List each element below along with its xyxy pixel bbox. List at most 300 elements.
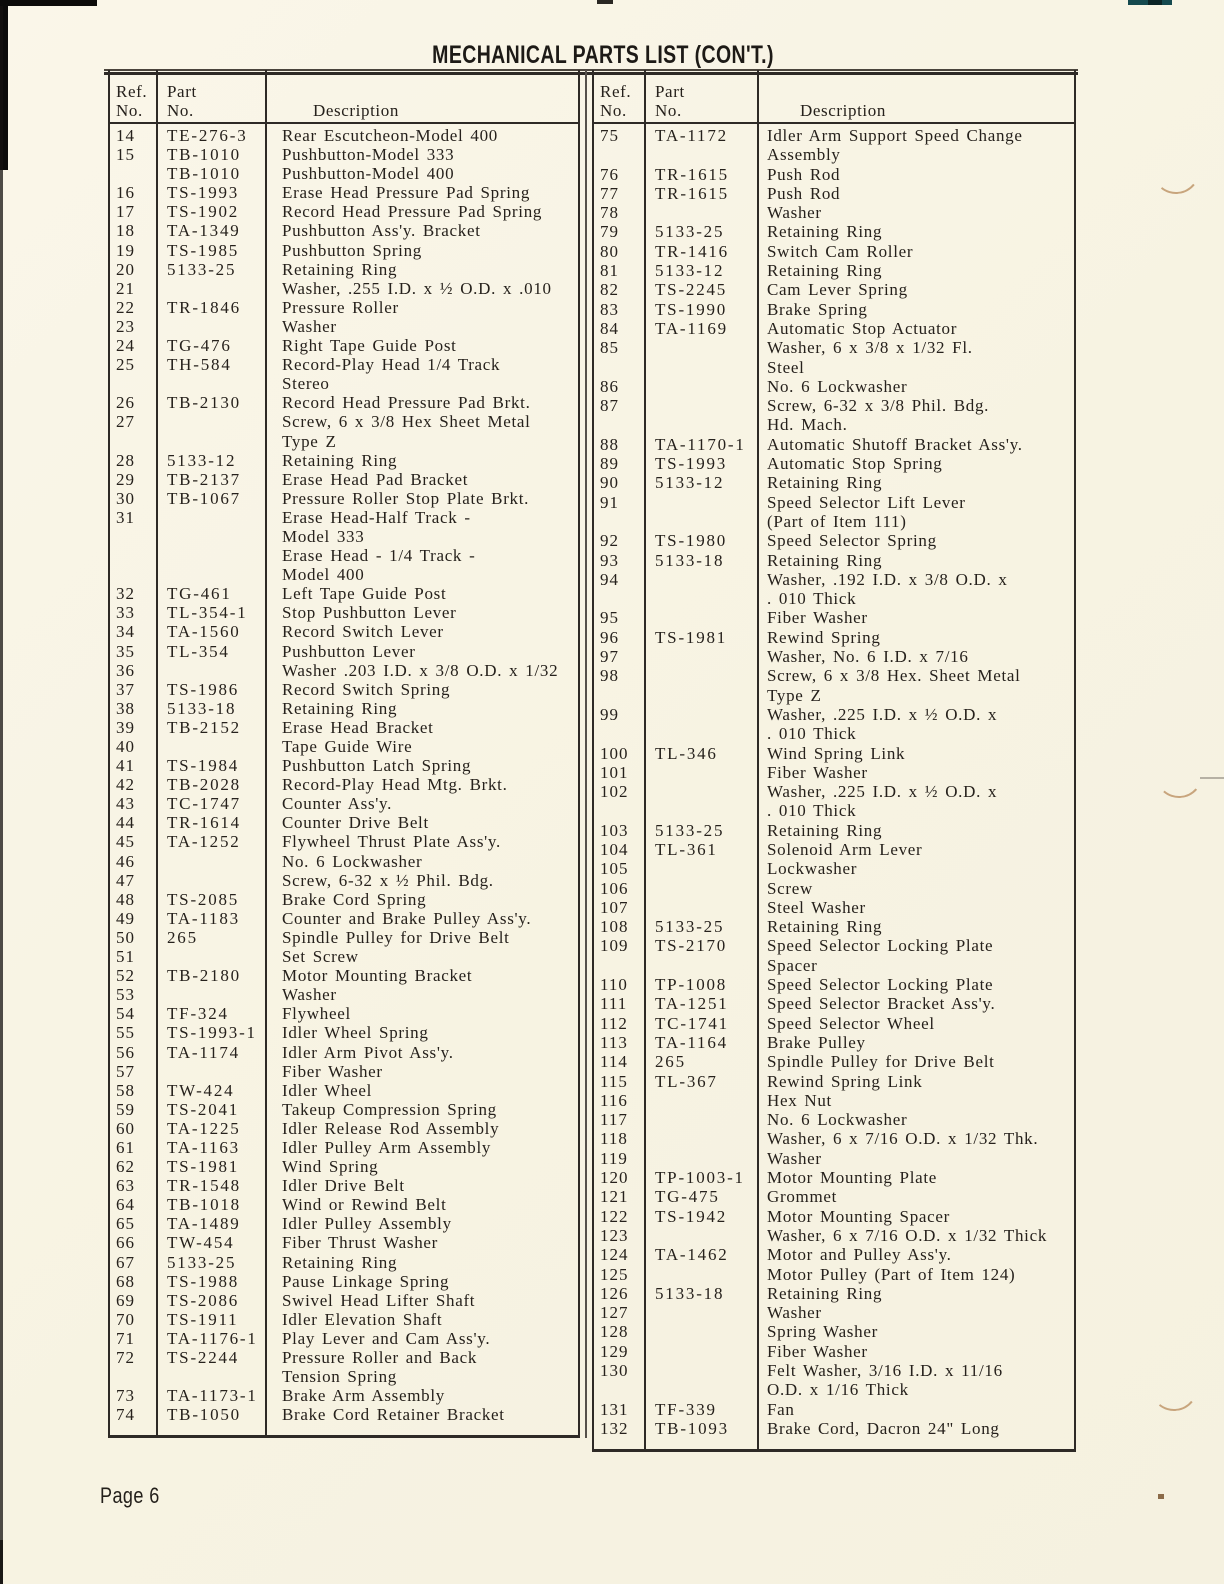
ref-cell: [594, 724, 646, 743]
desc-cell: Pushbutton Latch Spring: [282, 756, 472, 776]
table-row: [594, 763, 1074, 782]
part-cell: TG-461: [167, 584, 232, 604]
table-row: [594, 222, 1074, 241]
desc-cell: Tension Spring: [282, 1367, 397, 1387]
table-row: [110, 642, 578, 661]
table-row: [594, 705, 1074, 724]
part-cell: [158, 527, 267, 546]
table-row: [110, 813, 578, 832]
part-cell: TS-1981: [167, 1157, 240, 1177]
desc-cell: Fan: [767, 1399, 795, 1419]
table-row: [110, 546, 578, 565]
part-cell: [646, 666, 759, 685]
table-row: [110, 1062, 578, 1081]
table-row: [110, 1348, 578, 1367]
ref-cell: [110, 432, 158, 451]
part-cell: [646, 145, 759, 164]
ref-cell: 28: [116, 450, 135, 470]
desc-cell: Screw, 6 x 3/8 Hex Sheet Metal: [282, 412, 531, 432]
scan-mark-top-strip: [0, 0, 97, 6]
ref-cell: [110, 527, 158, 546]
ref-cell: 39: [116, 717, 135, 737]
part-cell: [646, 859, 759, 878]
ref-cell: 53: [116, 985, 135, 1005]
desc-cell: Fiber Washer: [767, 1341, 868, 1361]
ref-cell: 55: [116, 1023, 135, 1043]
part-cell: TG-476: [167, 336, 232, 356]
ref-cell: 99: [600, 704, 619, 724]
part-cell: TR-1615: [655, 164, 729, 184]
desc-cell: Felt Washer, 3/16 I.D. x 11/16: [767, 1361, 1003, 1380]
table-row: [594, 917, 1074, 936]
part-cell: 5133-12: [655, 473, 725, 493]
ref-cell: 71: [116, 1328, 135, 1348]
desc-cell: No. 6 Lockwasher: [767, 1110, 908, 1130]
ref-cell: 38: [116, 698, 135, 718]
desc-cell: Rewind Spring: [767, 627, 881, 647]
part-cell: TL-367: [655, 1071, 718, 1091]
ref-cell: 78: [600, 203, 619, 223]
part-cell: [158, 1367, 267, 1386]
ref-cell: 119: [600, 1148, 628, 1168]
part-cell: [158, 565, 267, 584]
table-row: [594, 1168, 1074, 1187]
part-cell: TG-475: [655, 1187, 720, 1207]
scan-speck-bottom-right: [1158, 1494, 1164, 1499]
table-row: [594, 242, 1074, 261]
desc-cell: Automatic Stop Actuator: [767, 318, 958, 338]
part-cell: [646, 415, 759, 434]
part-cell: 265: [167, 927, 198, 947]
table-row: [110, 393, 578, 412]
desc-cell: Counter Ass'y.: [282, 794, 393, 814]
ref-cell: [110, 546, 158, 565]
table-row: [594, 1245, 1074, 1264]
ref-cell: 32: [116, 584, 135, 604]
desc-cell: Retaining Ring: [767, 261, 883, 281]
table-row: [110, 1386, 578, 1405]
desc-cell: Pushbutton Ass'y. Bracket: [282, 221, 481, 241]
table-row: [594, 203, 1074, 222]
table-row: [594, 1342, 1074, 1361]
desc-cell: Type Z: [282, 431, 337, 451]
part-cell: 5133-18: [167, 698, 237, 718]
desc-cell: Flywheel Thrust Plate Ass'y.: [282, 832, 501, 852]
ref-cell: 43: [116, 794, 135, 814]
header-ref-line2: No.: [116, 101, 143, 120]
ref-cell: 65: [116, 1214, 135, 1234]
part-cell: [646, 1265, 759, 1284]
ref-cell: 127: [600, 1303, 629, 1323]
ref-cell: 70: [116, 1309, 135, 1329]
ref-cell: 124: [600, 1245, 629, 1265]
desc-cell: Pressure Roller Stop Plate Brkt.: [282, 488, 530, 508]
table-row: [110, 565, 578, 584]
ref-cell: 20: [116, 259, 135, 279]
part-cell: [646, 898, 759, 917]
part-cell: TB-2028: [167, 775, 241, 795]
table-row: [110, 298, 578, 317]
part-cell: TS-1990: [655, 299, 728, 319]
part-cell: TH-584: [167, 355, 232, 375]
ref-cell: 30: [116, 488, 135, 508]
table-row: [110, 603, 578, 622]
ref-cell: 16: [116, 183, 135, 203]
table-row: [110, 794, 578, 813]
part-cell: TA-1225: [167, 1118, 241, 1138]
ref-cell: 74: [116, 1405, 135, 1425]
part-cell: [158, 1062, 267, 1081]
ref-cell: 18: [116, 221, 135, 241]
table-row: [594, 782, 1074, 801]
part-cell: [158, 279, 267, 298]
table-row: [110, 832, 578, 851]
ref-cell: 26: [116, 393, 135, 413]
table-row: [110, 336, 578, 355]
desc-cell: Brake Pulley: [767, 1032, 866, 1052]
desc-cell: Erase Head Bracket: [282, 717, 434, 737]
ref-cell: 47: [116, 870, 135, 890]
scan-mark-top-right-dark: [1148, 0, 1162, 5]
desc-cell: Screw, 6-32 x ½ Phil. Bdg.: [282, 870, 494, 890]
desc-cell: Pushbutton Spring: [282, 240, 423, 260]
table-row: [594, 975, 1074, 994]
ref-cell: 117: [600, 1110, 628, 1130]
table-body: [594, 126, 1074, 1438]
part-cell: TP-1008: [655, 975, 728, 995]
table-row: [110, 985, 578, 1004]
ref-cell: 80: [600, 241, 619, 261]
table-row: [110, 871, 578, 890]
ref-cell: 22: [116, 297, 135, 317]
table-row: [110, 680, 578, 699]
part-cell: 5133-25: [655, 820, 725, 840]
part-cell: TA-1489: [167, 1214, 241, 1234]
header-ref-no: [594, 70, 646, 122]
desc-cell: Washer, 6 x 3/8 x 1/32 Fl.: [767, 338, 973, 358]
desc-cell: Spring Washer: [767, 1322, 878, 1342]
part-cell: TR-1416: [655, 241, 729, 261]
scan-mark-top-dash: [597, 0, 613, 4]
table-row: [594, 1380, 1074, 1399]
desc-cell: Brake Cord Retainer Bracket: [282, 1405, 505, 1425]
desc-cell: Hex Nut: [767, 1090, 832, 1110]
desc-cell: Takeup Compression Spring: [282, 1099, 497, 1119]
table-row: [594, 570, 1074, 589]
ref-cell: 113: [600, 1032, 628, 1052]
desc-cell: Washer, .225 I.D. x ½ O.D. x: [767, 704, 998, 724]
part-cell: [646, 1322, 759, 1341]
part-cell: 5133-25: [167, 1252, 237, 1272]
part-cell: TB-1050: [167, 1405, 241, 1425]
ref-cell: 125: [600, 1264, 629, 1284]
part-cell: TS-1993: [167, 183, 240, 203]
ref-cell: 25: [116, 355, 135, 375]
part-cell: [646, 879, 759, 898]
part-cell: TS-1981: [655, 627, 728, 647]
part-cell: [646, 1149, 759, 1168]
table-row: [594, 493, 1074, 512]
part-cell: TB-2152: [167, 717, 241, 737]
table-row: [110, 622, 578, 641]
table-row: [110, 1214, 578, 1233]
desc-cell: Tape Guide Wire: [282, 737, 413, 756]
desc-cell: Play Lever and Cam Ass'y.: [282, 1328, 491, 1348]
desc-cell: Washer: [282, 985, 337, 1005]
part-cell: [646, 589, 759, 608]
table-row: [594, 744, 1074, 763]
desc-cell: Steel: [767, 357, 805, 377]
table-row: [594, 184, 1074, 203]
ref-cell: 87: [600, 396, 619, 416]
table-row: [110, 928, 578, 947]
desc-cell: Automatic Shutoff Bracket Ass'y.: [767, 434, 1023, 454]
ref-cell: [594, 512, 646, 531]
binder-hole-shadow-top: [1150, 144, 1203, 197]
part-cell: 5133-18: [655, 550, 725, 570]
ref-cell: 14: [116, 126, 135, 145]
desc-cell: Cam Lever Spring: [767, 280, 908, 300]
part-cell: TL-361: [655, 839, 718, 859]
part-cell: [646, 203, 759, 222]
ref-cell: 68: [116, 1271, 135, 1291]
ref-cell: [594, 589, 646, 608]
part-cell: TE-276-3: [167, 126, 248, 145]
part-cell: TS-2041: [167, 1099, 240, 1119]
table-body: [110, 126, 578, 1424]
ref-cell: [110, 374, 158, 393]
desc-cell: Right Tape Guide Post: [282, 336, 457, 356]
table-row: [594, 1265, 1074, 1284]
table-row: [594, 531, 1074, 550]
part-cell: [646, 1129, 759, 1148]
desc-cell: Hd. Mach.: [767, 415, 848, 435]
table-row: [110, 317, 578, 336]
desc-cell: Motor Mounting Plate: [767, 1168, 938, 1188]
desc-cell: Spacer: [767, 955, 818, 975]
part-cell: [646, 1342, 759, 1361]
desc-cell: Speed Selector Wheel: [767, 1013, 935, 1033]
ref-cell: 45: [116, 832, 135, 852]
desc-cell: Grommet: [767, 1187, 838, 1207]
table-row: [594, 377, 1074, 396]
desc-cell: Pushbutton-Model 400: [282, 164, 455, 184]
parts-table-right: [592, 70, 1076, 1452]
part-cell: TS-2086: [167, 1290, 240, 1310]
desc-cell: Pressure Roller and Back: [282, 1348, 478, 1367]
table-row: [110, 1405, 578, 1424]
table-row: [594, 358, 1074, 377]
table-row: [110, 1272, 578, 1291]
table-row: [594, 1149, 1074, 1168]
desc-cell: Retaining Ring: [282, 1252, 398, 1272]
part-cell: TB-1067: [167, 488, 241, 508]
part-cell: TA-1174: [167, 1042, 240, 1062]
part-cell: TF-324: [167, 1004, 229, 1024]
desc-cell: Solenoid Arm Lever: [767, 839, 923, 859]
table-row: [594, 280, 1074, 299]
ref-cell: [594, 1380, 646, 1399]
table-row: [110, 890, 578, 909]
ref-cell: 131: [600, 1399, 629, 1419]
desc-cell: . 010 Thick: [767, 724, 857, 744]
table-row: [110, 470, 578, 489]
table-row: [110, 1043, 578, 1062]
table-row: [594, 415, 1074, 434]
ref-cell: 31: [116, 507, 135, 527]
part-cell: [158, 871, 267, 890]
ref-cell: 73: [116, 1386, 135, 1406]
table-row: [110, 1253, 578, 1272]
part-cell: [646, 493, 759, 512]
table-row: [594, 1110, 1074, 1129]
table-row: [594, 821, 1074, 840]
desc-cell: Retaining Ring: [767, 917, 883, 937]
desc-cell: Washer, 6 x 7/16 O.D. x 1/32 Thk.: [767, 1129, 1039, 1149]
part-cell: [646, 377, 759, 396]
ref-cell: 72: [116, 1348, 135, 1367]
desc-cell: Screw, 6-32 x 3/8 Phil. Bdg.: [767, 396, 990, 416]
part-cell: TL-346: [655, 743, 718, 763]
header-ref-no: [110, 70, 158, 122]
table-row: [594, 1419, 1074, 1438]
desc-cell: Brake Cord, Dacron 24" Long: [767, 1418, 1000, 1438]
table-row: [594, 1129, 1074, 1148]
table-row: [110, 279, 578, 298]
part-cell: TR-1615: [655, 183, 729, 203]
desc-cell: Record-Play Head Mtg. Brkt.: [282, 775, 508, 795]
desc-cell: Brake Arm Assembly: [282, 1386, 445, 1406]
header-part-line1: Part: [167, 82, 197, 101]
table-row: [110, 775, 578, 794]
part-cell: TS-2245: [655, 280, 728, 300]
desc-cell: Flywheel: [282, 1004, 351, 1024]
desc-cell: Stop Pushbutton Lever: [282, 603, 457, 623]
desc-cell: Set Screw: [282, 947, 359, 967]
ref-cell: 48: [116, 889, 135, 909]
part-cell: TS-1942: [655, 1206, 728, 1226]
part-cell: 5133-12: [655, 261, 725, 281]
desc-cell: Counter Drive Belt: [282, 813, 429, 833]
desc-cell: Washer: [767, 1303, 822, 1323]
ref-cell: 34: [116, 622, 135, 642]
desc-cell: Fiber Washer: [767, 762, 868, 782]
ref-cell: 132: [600, 1418, 629, 1438]
desc-cell: Assembly: [767, 145, 841, 165]
table-row: [594, 801, 1074, 820]
desc-cell: Idler Pulley Assembly: [282, 1214, 452, 1234]
header-ref-line1: Ref.: [116, 82, 148, 101]
table-header: [594, 70, 1074, 122]
table-row: [110, 164, 578, 183]
ref-cell: 57: [116, 1061, 135, 1081]
ref-cell: 69: [116, 1290, 135, 1310]
desc-cell: Retaining Ring: [282, 259, 398, 279]
ref-cell: 33: [116, 603, 135, 623]
desc-cell: Brake Cord Spring: [282, 889, 427, 909]
part-cell: [646, 705, 759, 724]
desc-cell: Swivel Head Lifter Shaft: [282, 1290, 476, 1310]
part-cell: TB-1018: [167, 1195, 241, 1215]
table-row: [594, 647, 1074, 666]
table-row: [594, 1187, 1074, 1206]
part-cell: [158, 432, 267, 451]
part-cell: TS-1911: [167, 1309, 239, 1329]
ref-cell: 85: [600, 338, 619, 358]
part-cell: TR-1614: [167, 813, 241, 833]
ref-cell: 91: [600, 492, 619, 512]
table-row: [110, 699, 578, 718]
ref-cell: [110, 164, 158, 183]
part-cell: TA-1172: [655, 126, 728, 145]
part-cell: [646, 801, 759, 820]
desc-cell: Pushbutton Lever: [282, 641, 416, 661]
desc-cell: Speed Selector Lift Lever: [767, 492, 966, 512]
desc-cell: Type Z: [767, 685, 822, 705]
part-cell: TP-1003-1: [655, 1168, 745, 1188]
table-row: [110, 432, 578, 451]
table-row: [110, 489, 578, 508]
ref-cell: 128: [600, 1322, 629, 1342]
desc-cell: Lockwasher: [767, 859, 858, 879]
table-row: [110, 221, 578, 240]
table-row: [594, 1014, 1074, 1033]
desc-cell: Push Rod: [767, 164, 841, 184]
table-row: [594, 1072, 1074, 1091]
table-row: [110, 718, 578, 737]
ref-cell: 123: [600, 1225, 629, 1245]
table-row: [594, 435, 1074, 454]
table-row: [110, 909, 578, 928]
ref-cell: 27: [116, 412, 135, 432]
desc-cell: Erase Head Pad Bracket: [282, 469, 469, 489]
ref-cell: 120: [600, 1168, 629, 1188]
part-cell: [158, 947, 267, 966]
table-row: [110, 947, 578, 966]
table-row: [110, 1023, 578, 1042]
ref-cell: 93: [600, 550, 619, 570]
part-cell: [646, 763, 759, 782]
ref-cell: 126: [600, 1283, 629, 1303]
desc-cell: Counter and Brake Pulley Ass'y.: [282, 908, 532, 928]
part-cell: [158, 737, 267, 756]
ref-cell: 56: [116, 1042, 135, 1062]
part-cell: TW-424: [167, 1080, 235, 1100]
part-cell: TC-1747: [167, 794, 241, 814]
table-row: [110, 202, 578, 221]
ref-cell: 86: [600, 376, 619, 396]
desc-cell: Erase Head-Half Track -: [282, 507, 471, 527]
table-row: [594, 956, 1074, 975]
part-cell: TW-454: [167, 1233, 235, 1253]
part-cell: TS-1902: [167, 202, 240, 222]
table-row: [594, 1226, 1074, 1245]
part-cell: TB-1093: [655, 1418, 729, 1438]
header-description: Description: [313, 101, 399, 120]
table-row: [594, 1091, 1074, 1110]
desc-cell: Idler Pulley Arm Assembly: [282, 1137, 492, 1157]
part-cell: TF-339: [655, 1399, 717, 1419]
ref-cell: 111: [600, 994, 628, 1014]
part-cell: [158, 852, 267, 871]
ref-cell: 130: [600, 1361, 629, 1380]
page-title-row: [0, 41, 1206, 70]
ref-cell: 103: [600, 820, 629, 840]
ref-cell: 19: [116, 240, 135, 260]
desc-cell: Screw: [767, 878, 813, 898]
scan-scratch-right-edge: [1200, 777, 1224, 779]
part-cell: [646, 647, 759, 666]
